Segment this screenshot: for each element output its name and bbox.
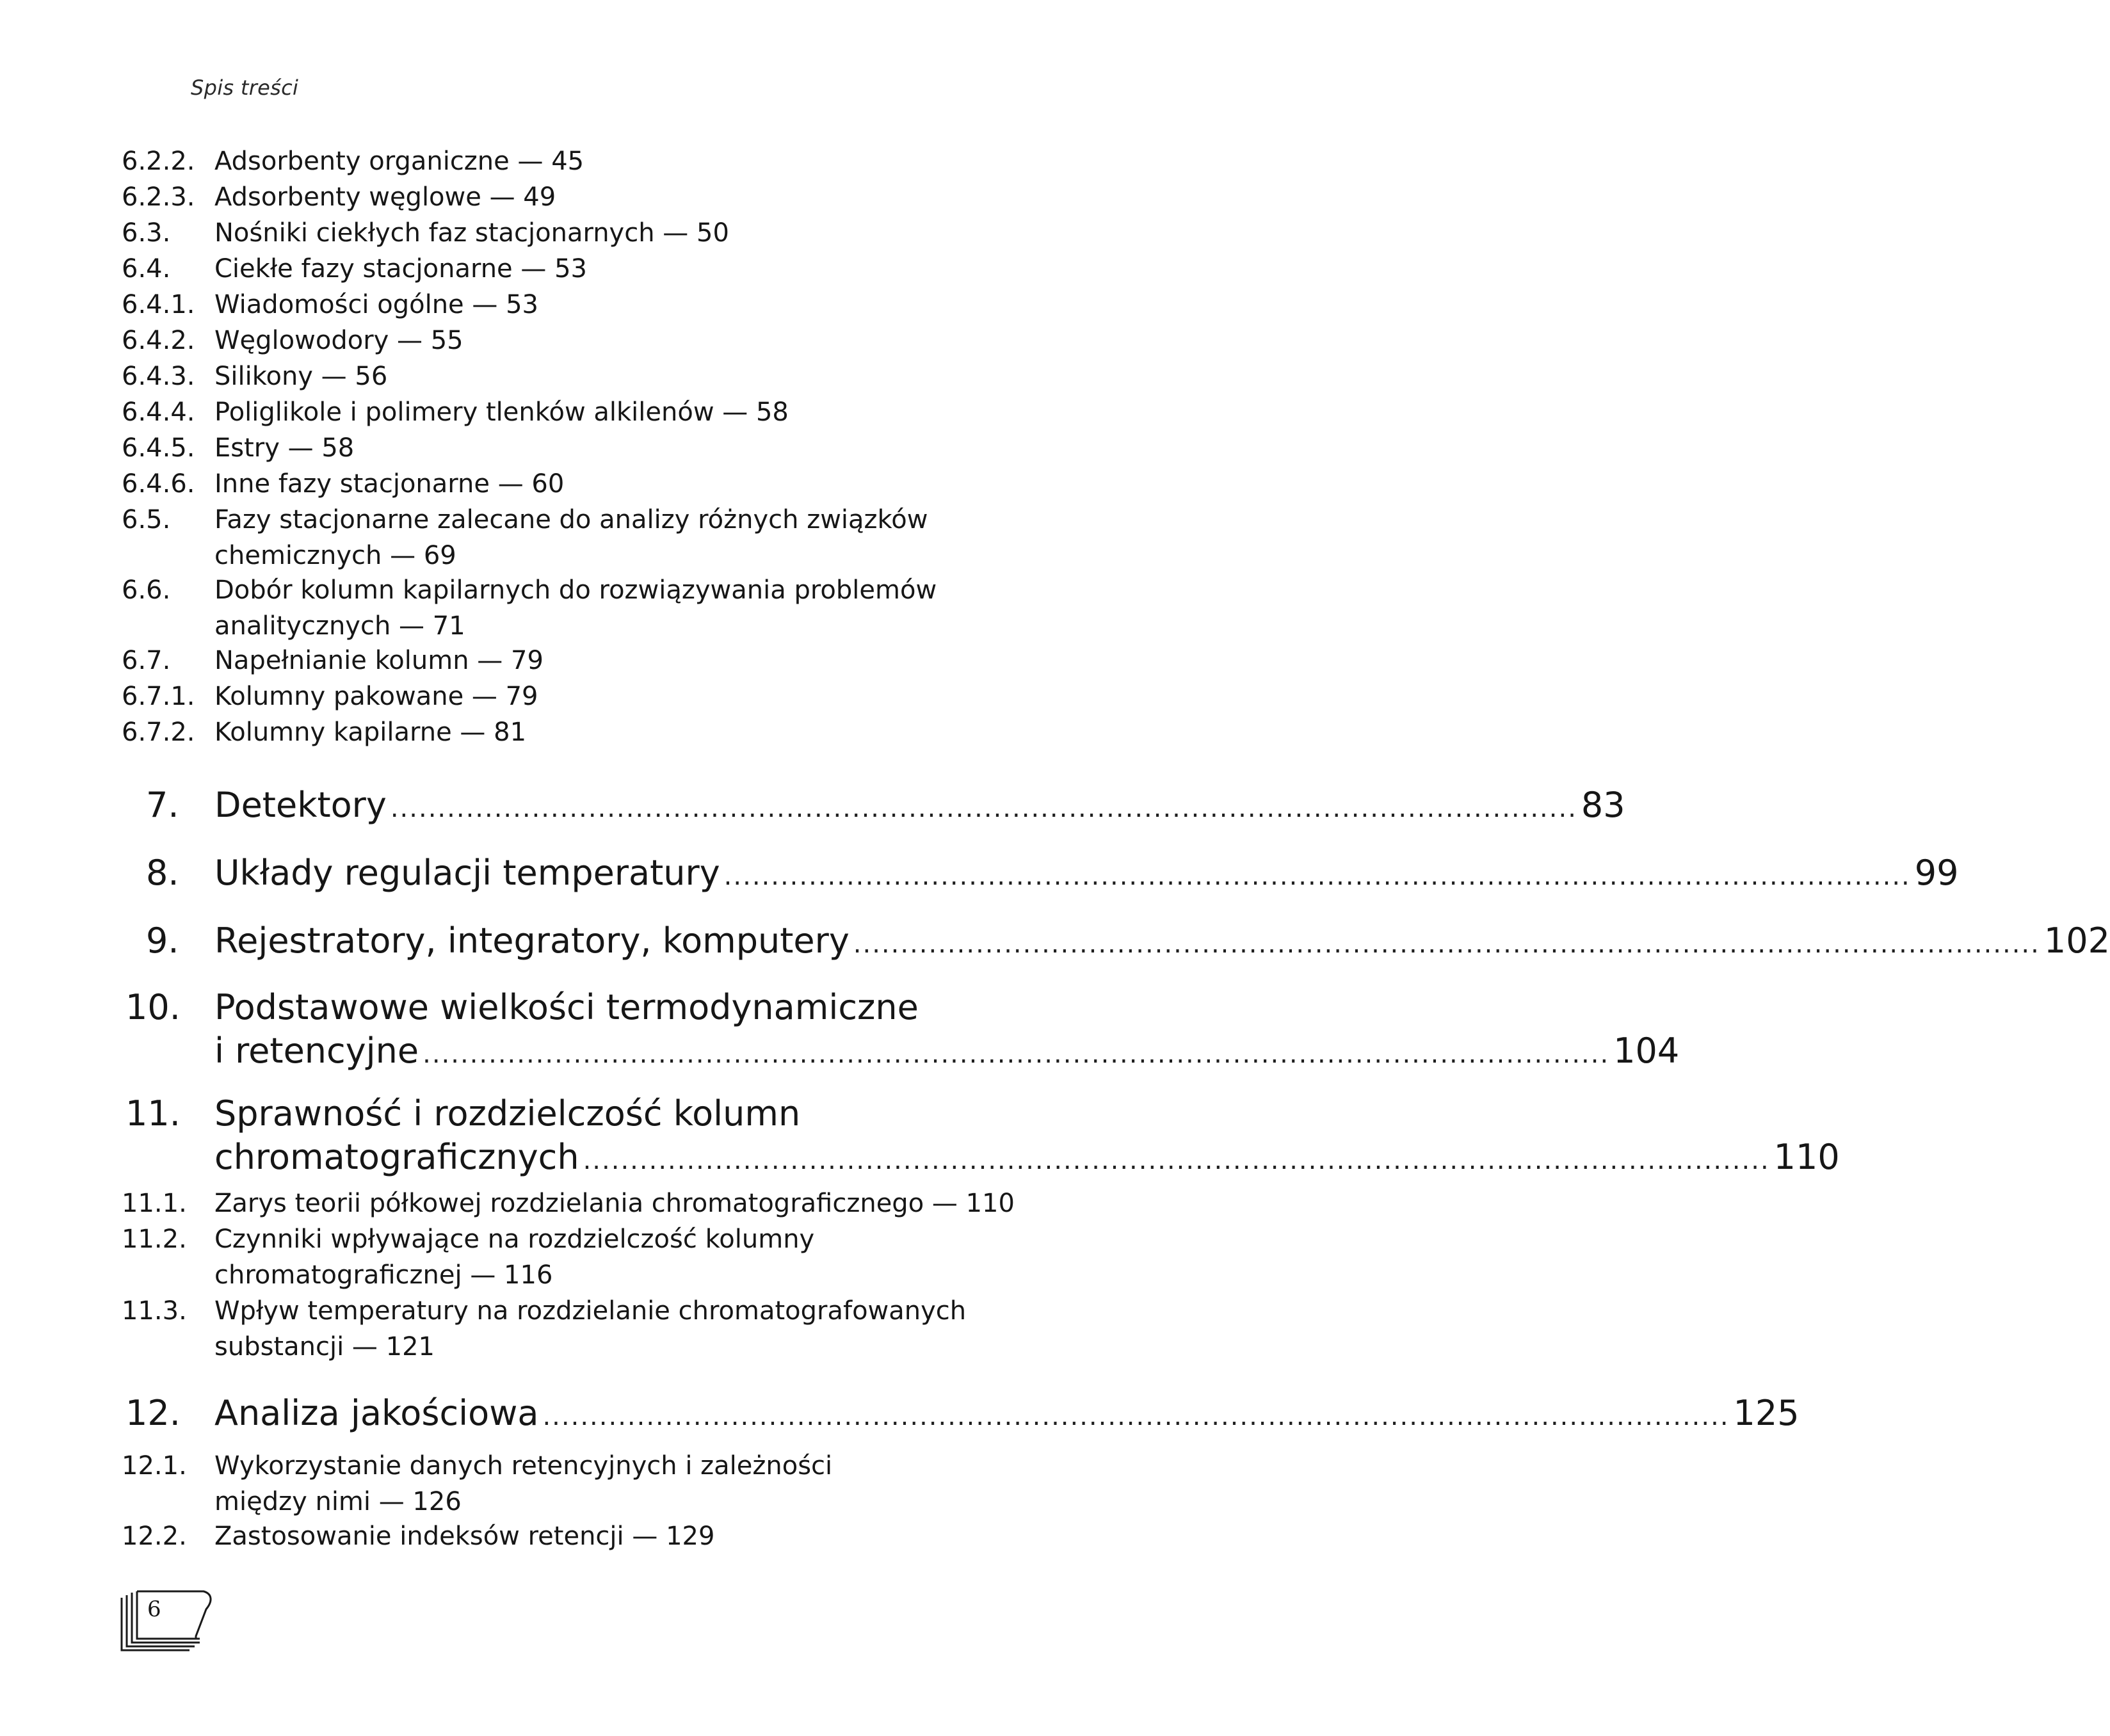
entry-number: 6.4.5.: [122, 433, 195, 463]
chapter-page: 83: [1581, 785, 1625, 825]
chapter-page: 125: [1733, 1393, 1800, 1433]
entry-title: Wykorzystanie danych retencyjnych i zależności: [214, 1451, 833, 1481]
entry-title: Nośniki ciekłych faz stacjonarnych — 50: [214, 218, 729, 248]
entry-number: 6.3.: [122, 218, 171, 248]
chapter-leader-row: [214, 784, 1625, 830]
entry-title-continuation: między nimi — 126: [214, 1487, 462, 1516]
entry-title: Dobór kolumn kapilarnych do rozwiązywania problemów: [214, 575, 937, 605]
chapter-page: 99: [1914, 853, 1959, 893]
entry-number: 11.2.: [122, 1225, 187, 1254]
entry-title: Wiadomości ogólne — 53: [214, 290, 538, 319]
entry-title: Napełnianie kolumn — 79: [214, 646, 544, 675]
chapter-page: 102: [2043, 920, 2110, 961]
page-number-badge: [119, 1590, 215, 1654]
chapter-leader-row: [214, 851, 1959, 898]
entry-title: Kolumny pakowane — 79: [214, 682, 538, 711]
dot-leader: ..............................................................................................................................: [390, 794, 1577, 823]
entry-number: 6.4.: [122, 254, 171, 284]
chapter-page: 110: [1773, 1137, 1840, 1177]
chapter-title: Detektory: [214, 785, 387, 825]
chapter-leader-row: [214, 1029, 1680, 1076]
entry-title: Silikony — 56: [214, 362, 388, 391]
chapter-title-line1: Podstawowe wielkości termodynamiczne: [214, 987, 919, 1027]
running-head: Spis treści: [191, 76, 299, 100]
chapter-title: chromatograficznych: [214, 1137, 579, 1177]
entry-title: Adsorbenty węglowe — 49: [214, 182, 556, 212]
entry-number: 6.4.2.: [122, 326, 195, 355]
chapter-number: 12.: [125, 1393, 181, 1433]
entry-number: 6.6.: [122, 575, 171, 605]
chapter-leader-row: [214, 1136, 1840, 1182]
entry-number: 6.2.2.: [122, 147, 195, 176]
entry-number: 6.4.1.: [122, 290, 195, 319]
dot-leader: ..............................................................................................................................: [583, 1146, 1770, 1175]
chapter-title: Rejestratory, integratory, komputery: [214, 920, 850, 961]
chapter-number: 7.: [146, 785, 179, 825]
dot-leader: ..............................................................................................................................: [423, 1040, 1610, 1069]
entry-title: Zarys teorii półkowej rozdzielania chromatograficznego — 110: [214, 1189, 1015, 1218]
entry-number: 6.7.1.: [122, 682, 195, 711]
entry-number: 6.7.2.: [122, 718, 195, 747]
chapter-title: i retencyjne: [214, 1031, 419, 1071]
entry-title-continuation: analitycznych — 71: [214, 611, 465, 641]
entry-number: 12.1.: [122, 1451, 187, 1481]
entry-title: Wpływ temperatury na rozdzielanie chromatografowanych: [214, 1296, 967, 1326]
chapter-leader-row: [214, 1392, 1800, 1438]
entry-title: Inne fazy stacjonarne — 60: [214, 469, 565, 499]
dot-leader: ..............................................................................................................................: [853, 929, 2040, 959]
entry-title: Kolumny kapilarne — 81: [214, 718, 527, 747]
entry-title-continuation: substancji — 121: [214, 1332, 435, 1362]
entry-title-continuation: chemicznych — 69: [214, 541, 456, 570]
entry-number: 6.7.: [122, 646, 171, 675]
chapter-number: 8.: [146, 853, 179, 893]
entry-number: 6.5.: [122, 505, 171, 534]
chapter-number: 10.: [125, 987, 181, 1027]
entry-number: 6.4.3.: [122, 362, 195, 391]
chapter-title: Układy regulacji temperatury: [214, 853, 720, 893]
chapter-title-line1: Sprawność i rozdzielczość kolumn: [214, 1093, 801, 1134]
entry-title-continuation: chromatograficznej — 116: [214, 1260, 553, 1290]
page-number: 6: [147, 1596, 161, 1622]
chapter-title: Analiza jakościowa: [214, 1393, 539, 1433]
entry-title: Estry — 58: [214, 433, 355, 463]
entry-title: Ciekłe fazy stacjonarne — 53: [214, 254, 587, 284]
entry-number: 6.4.6.: [122, 469, 195, 499]
chapter-number: 11.: [125, 1093, 181, 1134]
entry-title: Poliglikole i polimery tlenków alkilenów — 58: [214, 398, 789, 427]
entry-title: Zastosowanie indeksów retencji — 129: [214, 1522, 715, 1551]
entry-number: 6.2.3.: [122, 182, 195, 212]
entry-title: Czynniki wpływające na rozdzielczość kolumny: [214, 1225, 815, 1254]
chapter-leader-row: [214, 919, 2110, 966]
entry-number: 11.3.: [122, 1296, 187, 1326]
chapter-page: 104: [1613, 1031, 1680, 1071]
dot-leader: ..............................................................................................................................: [542, 1402, 1730, 1431]
entry-number: 12.2.: [122, 1522, 187, 1551]
stacked-pages-icon: [119, 1590, 215, 1654]
entry-number: 11.1.: [122, 1189, 187, 1218]
entry-title: Węglowodory — 55: [214, 326, 463, 355]
entry-number: 6.4.4.: [122, 398, 195, 427]
entry-title: Fazy stacjonarne zalecane do analizy różnych związków: [214, 505, 928, 534]
entry-title: Adsorbenty organiczne — 45: [214, 147, 584, 176]
chapter-number: 9.: [146, 920, 179, 961]
dot-leader: ..............................................................................................................................: [723, 862, 1911, 891]
